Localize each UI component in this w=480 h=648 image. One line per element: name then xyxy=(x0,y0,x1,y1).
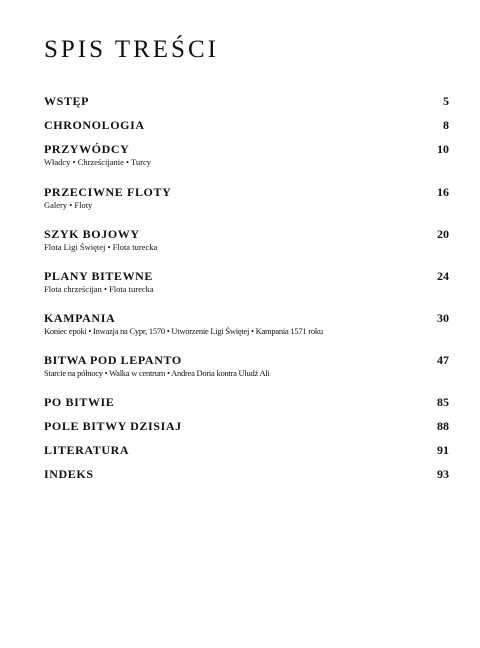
toc-entry-title: POLE BITWY DZISIAJ xyxy=(44,419,182,433)
toc-entry-subtitle: Flota Ligi Świętej • Flota turecka xyxy=(44,242,158,252)
toc-entry-literatura[interactable] xyxy=(44,443,449,457)
toc-entry-subtitle: Flota chrześcijan • Flota turecka xyxy=(44,284,154,294)
toc-entry-page: 20 xyxy=(437,227,449,241)
toc-entry-subtitle: Koniec epoki • Inwazja na Cypr, 1570 • Utworzenie Ligi Świętej • Kampania 1571 roku xyxy=(44,326,323,336)
toc-entry-przywodcy[interactable] xyxy=(44,142,449,168)
toc-entry-title: PRZECIWNE FLOTY xyxy=(44,185,172,199)
toc-entry-page: 30 xyxy=(437,311,449,325)
toc-entry-title: LITERATURA xyxy=(44,443,130,457)
toc-entry-szyk-bojowy[interactable] xyxy=(44,227,449,253)
toc-entry-po-bitwie[interactable] xyxy=(44,395,449,409)
toc-entry-kampania[interactable] xyxy=(44,311,449,337)
toc-entry-title: WSTĘP xyxy=(44,94,90,108)
toc-entry-subtitle: Starcie na północy • Walka w centrum • Andrea Doria kontra Uludż Ali xyxy=(44,368,270,378)
toc-entry-wstep[interactable] xyxy=(44,94,449,108)
toc-entry-page: 8 xyxy=(443,118,449,132)
toc-entry-subtitle: Władcy • Chrześcijanie • Turcy xyxy=(44,157,151,167)
table-of-contents xyxy=(44,94,449,481)
toc-entry-title: BITWA POD LEPANTO xyxy=(44,353,182,367)
toc-entry-title: SZYK BOJOWY xyxy=(44,227,140,241)
toc-entry-page: 85 xyxy=(437,395,449,409)
toc-entry-page: 10 xyxy=(437,142,449,156)
toc-entry-chronologia[interactable] xyxy=(44,118,449,132)
toc-entry-title: PLANY BITEWNE xyxy=(44,269,154,283)
toc-entry-title: INDEKS xyxy=(44,467,94,481)
toc-entry-page: 5 xyxy=(443,94,449,108)
toc-entry-page: 91 xyxy=(437,443,449,457)
toc-entry-subtitle: Galery • Floty xyxy=(44,200,93,210)
toc-entry-indeks[interactable] xyxy=(44,467,449,481)
toc-entry-przeciwne-floty[interactable] xyxy=(44,185,449,211)
toc-entry-plany-bitewne[interactable] xyxy=(44,269,449,295)
toc-entry-title: PRZYWÓDCY xyxy=(44,142,130,156)
page-title: SPIS TREŚCI xyxy=(44,36,219,63)
toc-entry-title: CHRONOLOGIA xyxy=(44,118,145,132)
toc-entry-page: 93 xyxy=(437,467,449,481)
toc-entry-page: 88 xyxy=(437,419,449,433)
toc-entry-page: 16 xyxy=(437,185,449,199)
toc-entry-bitwa-pod-lepanto[interactable] xyxy=(44,353,449,379)
toc-entry-title: PO BITWIE xyxy=(44,395,115,409)
toc-entry-page: 47 xyxy=(437,353,449,367)
toc-entry-page: 24 xyxy=(437,269,449,283)
toc-entry-title: KAMPANIA xyxy=(44,311,116,325)
toc-entry-pole-bitwy-dzisiaj[interactable] xyxy=(44,419,449,433)
